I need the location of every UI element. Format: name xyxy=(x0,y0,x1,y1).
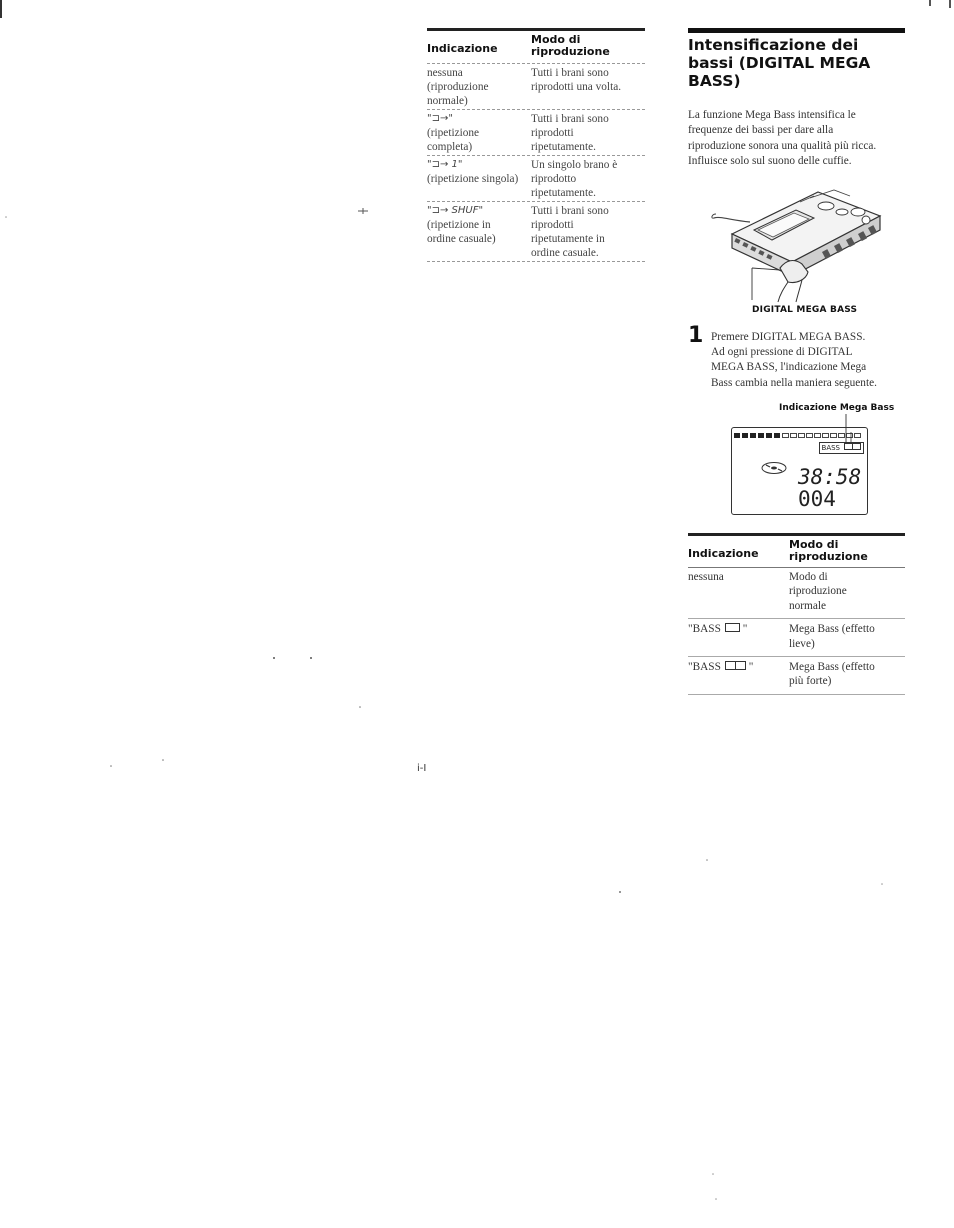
step-text: Premere DIGITAL MEGA BASS. Ad ogni pressione di DIGITAL MEGA BASS, l'indicazione Mega Bass cambia nella maniera seguente. xyxy=(711,331,877,389)
lcd-track-number: 004 xyxy=(798,487,836,511)
header-modo: Modo di riproduzione xyxy=(531,33,610,58)
repeat-all-symbol: "⊐→" xyxy=(427,113,453,124)
bass-weak-icon xyxy=(725,623,740,632)
figure-label-mega-bass-indication: Indicazione Mega Bass xyxy=(779,403,895,413)
table-row: nessuna Modo di riproduzione normale xyxy=(688,568,905,619)
lcd-bass-indicator: BASS xyxy=(819,442,864,454)
section-title: Intensificazione dei bassi (DIGITAL MEGA BASS) xyxy=(688,36,871,90)
header-modo: Modo di riproduzione xyxy=(789,538,868,563)
bass-strong-icon xyxy=(735,661,746,670)
page-mark: i-I xyxy=(417,763,427,774)
bass-level-box-icon xyxy=(852,443,861,450)
header-indicazione: Indicazione xyxy=(427,42,498,55)
lcd-time: 38:58 xyxy=(798,465,862,489)
mega-bass-table xyxy=(688,533,905,695)
repeat-mode-table xyxy=(427,28,645,262)
table-row: "⊐→ 1" (ripetizione singola) Un singolo brano è riprodotto ripetutamente. xyxy=(427,155,645,201)
table-header xyxy=(427,31,645,58)
disc-icon xyxy=(760,461,788,475)
figure-label-digital-mega-bass: DIGITAL MEGA BASS xyxy=(752,305,858,315)
repeat-one-symbol: "⊐→ 1" xyxy=(427,159,463,170)
table-row: "⊐→" (ripetizione completa) Tutti i brani sono riprodotti ripetutamente. xyxy=(427,109,645,155)
header-indicazione: Indicazione xyxy=(688,547,759,560)
indicator-pointer-line xyxy=(840,414,852,444)
section-top-rule xyxy=(688,28,905,33)
section-intro: La funzione Mega Bass intensifica le frequenze dei bassi per dare alla riproduzione sonora una qualità più ricca. Influisce solo sul suono delle cuffie. xyxy=(688,109,877,168)
minidisc-player-illustration xyxy=(710,172,890,304)
table-row: "BASS " Mega Bass (effetto lieve) xyxy=(688,619,905,657)
table-header xyxy=(688,536,905,568)
table-row: "⊐→ SHUF" (ripetizione in ordine casuale) Tutti i brani sono riprodotti ripetutamente in ordine casuale. xyxy=(427,201,645,261)
table-row: "BASS " Mega Bass (effetto più forte) xyxy=(688,657,905,695)
table-bottom-rule xyxy=(427,261,645,262)
table-row: nessuna (riproduzione normale) Tutti i brani sono riprodotti una volta. xyxy=(427,63,645,109)
step-number: 1 xyxy=(688,323,704,348)
repeat-shuffle-symbol: "⊐→ SHUF" xyxy=(427,205,484,216)
